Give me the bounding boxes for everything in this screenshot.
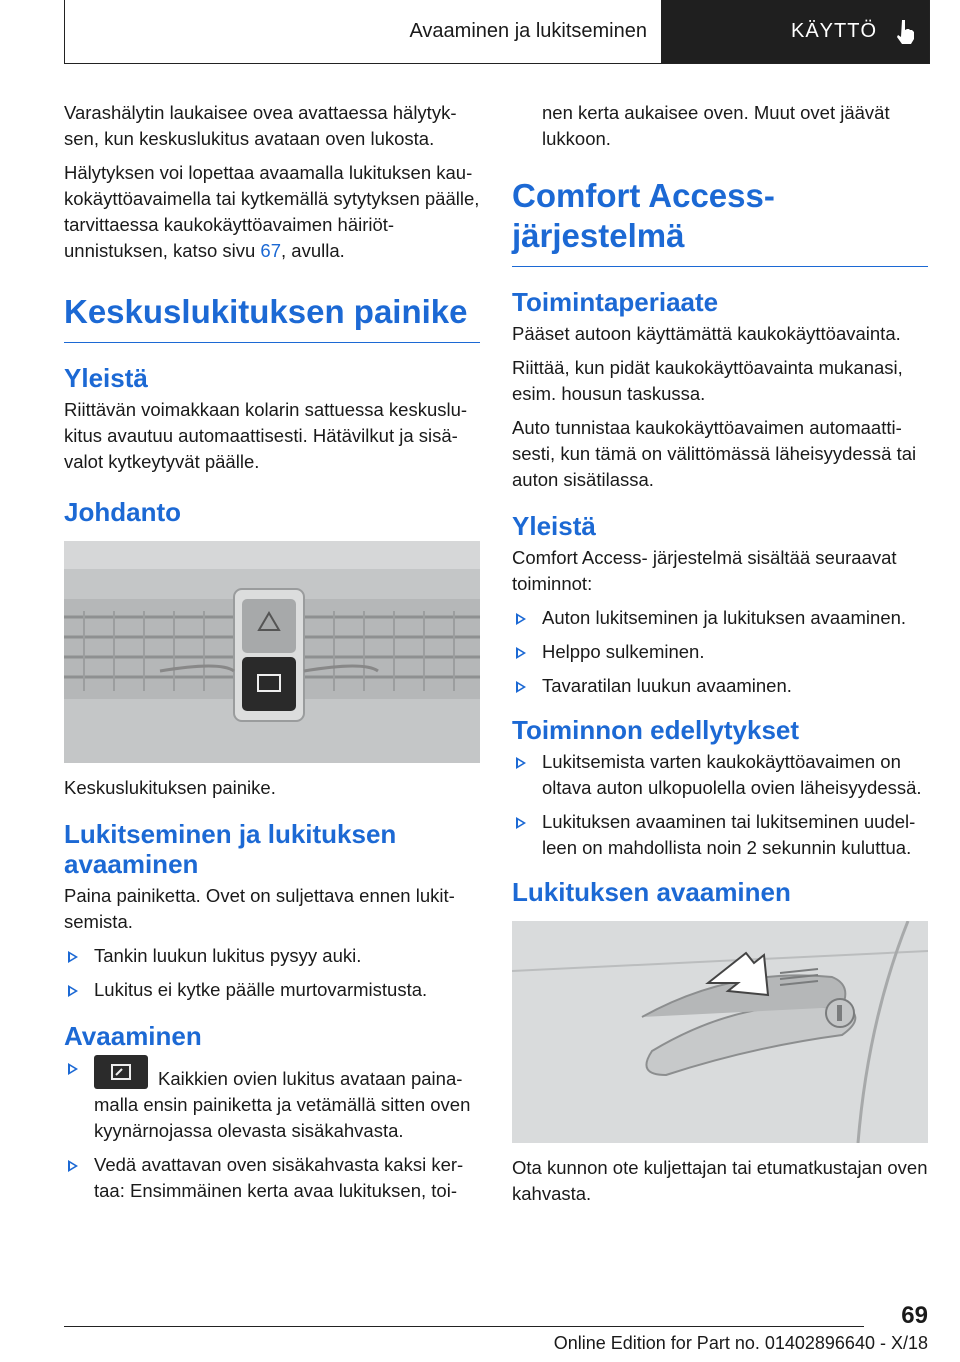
general-paragraph: Riittävän voimakkaan kolarin sattuessa keskuslu‐ kitus avautuu automaattisesti. Hätävilkut ja sisä‐ valot kytkeytyvät päälle. [64, 399, 468, 472]
principle-paragraph-3: Auto tunnistaa kaukokäyttöavaimen automaatti‐ sesti, kun tämä on välittömässä läheisyydessä tai auton sisätilassa. [512, 417, 917, 490]
unlock-button-icon [94, 1055, 148, 1089]
right-column [512, 100, 928, 1223]
general-paragraph-right: Comfort Access- järjestelmä sisältää seuraavat toiminnot: [512, 547, 897, 594]
list-item [512, 749, 928, 801]
list-item [64, 1055, 480, 1144]
figure-caption-1: Keskuslukituksen painike. [64, 777, 276, 798]
subheading-general-right: Yleistä [512, 511, 596, 541]
list-item-text: Vedä avattavan oven sisäkahvasta kaksi ker‐ taa: Ensimmäinen kerta avaa lukituksen, toi‐ [94, 1154, 464, 1201]
alarm-stop-text: Hälytyksen voi lopettaa avaamalla lukituksen kau‐ kokäyttöavaimella tai kytkemällä sytytyksen päälle, tarvittaessa kaukokäyttöavaimen häiriöt‐ unnistuksen, katso sivu [64, 162, 480, 261]
hand-pointer-icon [893, 19, 915, 45]
dashboard-vents-illustration [64, 541, 480, 763]
door-handle-image [512, 921, 928, 1143]
header-chapter [661, 0, 929, 63]
bullet-triangle-icon [516, 647, 526, 659]
header-section-title: Avaaminen ja lukitseminen [409, 20, 647, 42]
footer-edition: Online Edition for Part no. 01402896640 - X/18 [553, 1333, 928, 1353]
subheading-principle: Toimintaperiaate [512, 287, 719, 317]
list-item [64, 1152, 480, 1204]
header-chapter-title: KÄYTTÖ [790, 20, 877, 42]
subheading-lock: Lukitseminen ja lukituksen avaaminen [64, 819, 397, 879]
figure-caption-2: Ota kunnon ote kuljettajan tai etumatkustajan oven kahvasta. [512, 1157, 928, 1204]
section-heading-central-locking: Keskuslukituksen painike [64, 293, 468, 330]
alarm-stop-paragraph [64, 160, 480, 264]
footer-rule [64, 1326, 864, 1327]
list-item-text: Lukitus ei kytke päälle murtovarmistusta. [94, 979, 428, 1000]
list-item-text: Lukitsemista varten kaukokäyttöavaimen on oltava auton ulkopuolella ovien läheisyydessä. [542, 751, 922, 798]
central-locking-button-image [64, 541, 480, 763]
list-item-text: Tavaratilan luukun avaaminen. [542, 675, 792, 696]
principle-paragraph-1: Pääset autoon käyttämättä kaukokäyttöavainta. [512, 323, 901, 344]
subheading-intro: Johdanto [64, 497, 181, 527]
list-item-text: Lukituksen avaaminen tai lukitseminen uudel‐ leen on mahdollista noin 2 sekunnin kuluttua. [542, 811, 916, 858]
section-heading-comfort-access: Comfort Access- järjestelmä [512, 177, 775, 254]
list-item-text: Tankin luukun lukitus pysyy auki. [94, 945, 362, 966]
bullet-triangle-icon [68, 1160, 78, 1172]
bullet-triangle-icon [68, 951, 78, 963]
subheading-open: Avaaminen [64, 1021, 202, 1051]
subheading-requirements: Toiminnon edellytykset [512, 715, 800, 745]
bullet-triangle-icon [516, 757, 526, 769]
lock-paragraph: Paina painiketta. Ovet on suljettava ennen lukit‐ semista. [64, 885, 455, 932]
list-item-text: Auton lukitseminen ja lukituksen avaaminen. [542, 607, 907, 628]
list-item [512, 639, 928, 665]
open-bullet-list [64, 1055, 480, 1204]
requirements-bullet-list [512, 749, 928, 861]
list-item [64, 943, 480, 969]
list-item-text: Helppo sulkeminen. [542, 641, 705, 662]
alarm-stop-text-end: , avulla. [281, 240, 345, 261]
subheading-general: Yleistä [64, 363, 148, 393]
door-handle-illustration [512, 921, 928, 1143]
bullet-triangle-icon [516, 681, 526, 693]
bullet-triangle-icon [516, 817, 526, 829]
continued-paragraph: nen kerta aukaisee oven. Muut ovet jäävät lukkoon. [542, 102, 890, 149]
list-item [64, 977, 480, 1003]
bullet-triangle-icon [516, 613, 526, 625]
section-heading-wrap [512, 176, 928, 267]
left-column [64, 100, 480, 1212]
page-header [64, 0, 930, 64]
list-item [512, 673, 928, 699]
bullet-triangle-icon [68, 985, 78, 997]
page-link[interactable]: 67 [260, 240, 281, 261]
lock-bullet-list [64, 943, 480, 1003]
principle-paragraph-2: Riittää, kun pidät kaukokäyttöavainta mukanasi, esim. housun taskussa. [512, 357, 903, 404]
section-heading-wrap [64, 292, 480, 343]
page-number: 69 [901, 1302, 928, 1329]
list-item [512, 809, 928, 861]
alarm-paragraph: Varashälytin laukaisee ovea avattaessa hälytyk‐ sen, kun keskuslukitus avataan oven lukosta. [64, 102, 457, 149]
bullet-triangle-icon [68, 1063, 78, 1075]
list-item-text: Kaikkien ovien lukitus avataan paina‐ malla ensin painiketta ja vetämällä sitten oven kyynärnojassa olevasta sisäkahvasta. [94, 1068, 471, 1141]
list-item [512, 605, 928, 631]
general-bullet-list [512, 605, 928, 699]
subheading-unlock: Lukituksen avaaminen [512, 877, 791, 907]
